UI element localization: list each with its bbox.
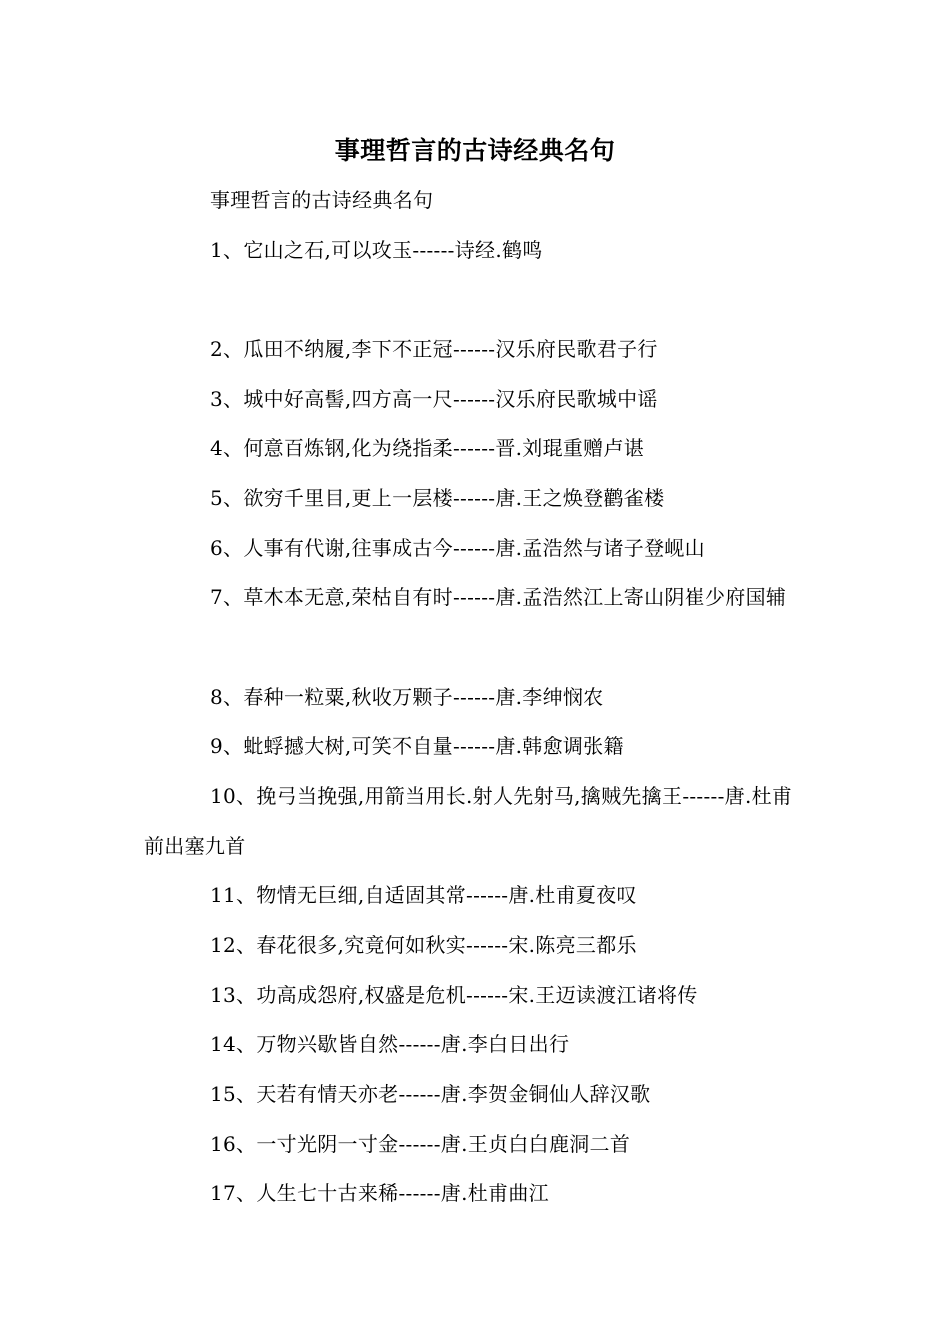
list-item: 10、挽弓当挽强,用箭当用长.射人先射马,擒贼先擒王------唐.杜甫前出塞九首 — [144, 784, 793, 858]
document-title: 事理哲言的古诗经典名句 — [334, 136, 616, 165]
list-item: 3、城中好高髻,四方高一尺------汉乐府民歌城中谣 — [210, 387, 658, 411]
list-item: 12、春花很多,究竟何如秋实------宋.陈亮三都乐 — [210, 933, 637, 957]
list-item: 2、瓜田不纳履,李下不正冠------汉乐府民歌君子行 — [210, 337, 658, 361]
list-item: 7、草木本无意,荣枯自有时------唐.孟浩然江上寄山阴崔少府国辅 — [210, 585, 787, 609]
list-item: 9、蚍蜉撼大树,可笑不自量------唐.韩愈调张籍 — [210, 734, 624, 758]
list-item: 16、一寸光阴一寸金------唐.王贞白白鹿洞二首 — [210, 1132, 631, 1156]
list-item: 15、天若有情天亦老------唐.李贺金铜仙人辞汉歌 — [210, 1082, 651, 1106]
list-item: 5、欲穷千里目,更上一层楼------唐.王之焕登鹳雀楼 — [210, 486, 665, 510]
document-subtitle: 事理哲言的古诗经典名句 — [210, 188, 434, 212]
list-item: 17、人生七十古来稀------唐.杜甫曲江 — [210, 1181, 549, 1205]
list-item: 1、它山之石,可以攻玉------诗经.鹤鸣 — [210, 238, 543, 262]
list-item: 8、春种一粒粟,秋收万颗子------唐.李绅悯农 — [210, 685, 604, 709]
list-item: 6、人事有代谢,往事成古今------唐.孟浩然与诸子登岘山 — [210, 536, 705, 560]
list-item: 14、万物兴歇皆自然------唐.李白日出行 — [210, 1032, 570, 1056]
list-item: 4、何意百炼钢,化为绕指柔------晋.刘琨重赠卢谌 — [210, 436, 645, 460]
list-item: 11、物情无巨细,自适固其常------唐.杜甫夏夜叹 — [210, 883, 637, 907]
list-item: 13、功高成怨府,权盛是危机------宋.王迈读渡江诸将传 — [210, 983, 698, 1007]
